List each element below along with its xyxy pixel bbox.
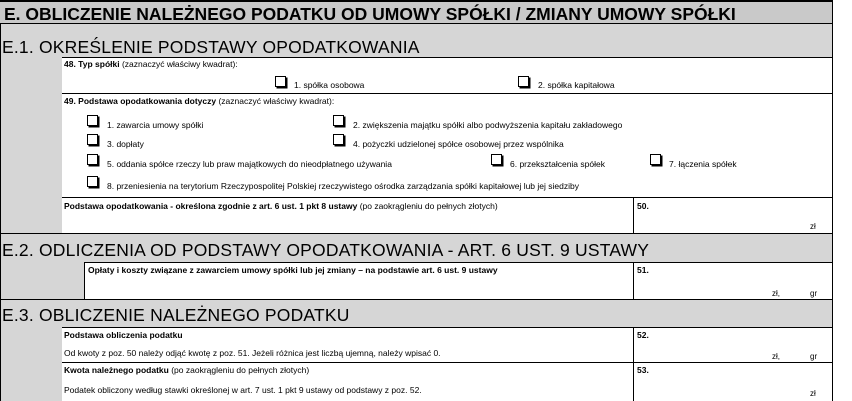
e2-title: E.2. ODLICZENIA OD PODSTAWY OPODATKOWANIA - ART. 6 UST. 9 USTAWY <box>2 240 650 260</box>
q49-option-1-label: 1. zawarcia umowy spółki <box>107 120 204 130</box>
field-53-unit: zł <box>810 389 816 398</box>
q49-option-3-checkbox[interactable] <box>87 134 98 145</box>
q48-label: 48. Typ spółki (zaznaczyć właściwy kwadrat): <box>64 59 238 69</box>
q49-option-4-label: 4. pożyczki udzielonej spółce osobowej przez wspólnika <box>353 139 564 149</box>
q49-option-5-checkbox[interactable] <box>87 154 98 165</box>
q48-option-1-label: 1. spółka osobowa <box>294 80 365 90</box>
field-52-input[interactable] <box>634 327 833 362</box>
e1-title: E.1. OKREŚLENIE PODSTAWY OPODATKOWANIA <box>2 37 420 57</box>
field-51-unit-zl: zł, <box>772 289 780 298</box>
field-53-number: 53. <box>637 365 649 375</box>
q49-label: 49. Podstawa opodatkowania dotyczy (zaznaczyć właściwy kwadrat): <box>64 96 335 106</box>
section-e-title: E. OBLICZENIE NALEŻNEGO PODATKU OD UMOWY SPÓŁKI / ZMIANY UMOWY SPÓŁKI <box>4 4 736 24</box>
q49-option-4-checkbox[interactable] <box>333 134 344 145</box>
field-51-label: Opłaty i koszty związane z zawarciem umowy spółki lub jej zmiany – na podstawie art. 6 ust. 9 ustawy <box>88 265 498 275</box>
q48-option-1-checkbox[interactable] <box>275 76 286 87</box>
q49-option-6-checkbox[interactable] <box>491 154 502 165</box>
q48-option-2-label: 2. spółka kapitałowa <box>538 80 615 90</box>
q49-option-6-label: 6. przekształcenia spółek <box>510 159 605 169</box>
field-52-label: Podstawa obliczenia podatku <box>64 330 183 340</box>
q49-option-8-label: 8. przeniesienia na terytorium Rzeczypospolitej Polskiej rzeczywistego ośrodka zarządzania spółki kapitałowej lub jej siedziby <box>107 181 579 191</box>
left-border <box>0 24 1 401</box>
field-52-unit-gr: gr <box>810 352 818 361</box>
field-52-desc: Od kwoty z poz. 50 należy odjąć kwotę z poz. 51. Jeżeli różnica jest liczbą ujemną, należy wpisać 0. <box>64 348 441 358</box>
q48-option-2-checkbox[interactable] <box>518 76 529 87</box>
field-50-label: Podstawa opodatkowania - określona zgodnie z art. 6 ust. 1 pkt 8 ustawy (po zaokrągleniu do pełnych złotych) <box>64 201 498 211</box>
q49-option-3-label: 3. dopłaty <box>107 139 144 149</box>
q49-option-2-label: 2. zwiększenia majątku spółki albo podwyższenia kapitału zakładowego <box>353 120 623 130</box>
q49-option-7-label: 7. łączenia spółek <box>669 159 737 169</box>
field-52-number: 52. <box>637 330 649 340</box>
field-50-number: 50. <box>637 201 649 211</box>
q49-option-8-checkbox[interactable] <box>87 176 98 187</box>
section-e-header <box>0 0 833 24</box>
field-53-label: Kwota należnego podatku (po zaokrągleniu do pełnych złotych) <box>64 365 310 375</box>
field-51-input[interactable] <box>634 262 833 299</box>
field-51-unit-gr: gr <box>810 289 818 298</box>
field-50-unit: zł <box>810 222 816 231</box>
field-53-desc: Podatek obliczony według stawki określonej w art. 7 ust. 1 pkt 9 ustawy od podstawy z poz. 52. <box>64 385 422 395</box>
e3-title: E.3. OBLICZENIE NALEŻNEGO PODATKU <box>2 305 350 325</box>
field-50-input[interactable] <box>634 198 833 233</box>
field-53-input[interactable] <box>634 362 833 401</box>
q49-option-7-checkbox[interactable] <box>650 154 661 165</box>
q49-option-5-label: 5. oddania spółce rzeczy lub praw majątkowych do nieodpłatnego używania <box>107 159 392 169</box>
field-51-number: 51. <box>637 265 649 275</box>
q49-option-2-checkbox[interactable] <box>333 115 344 126</box>
right-border <box>832 0 833 401</box>
q49-option-1-checkbox[interactable] <box>87 115 98 126</box>
field-52-unit-zl: zł, <box>772 352 780 361</box>
